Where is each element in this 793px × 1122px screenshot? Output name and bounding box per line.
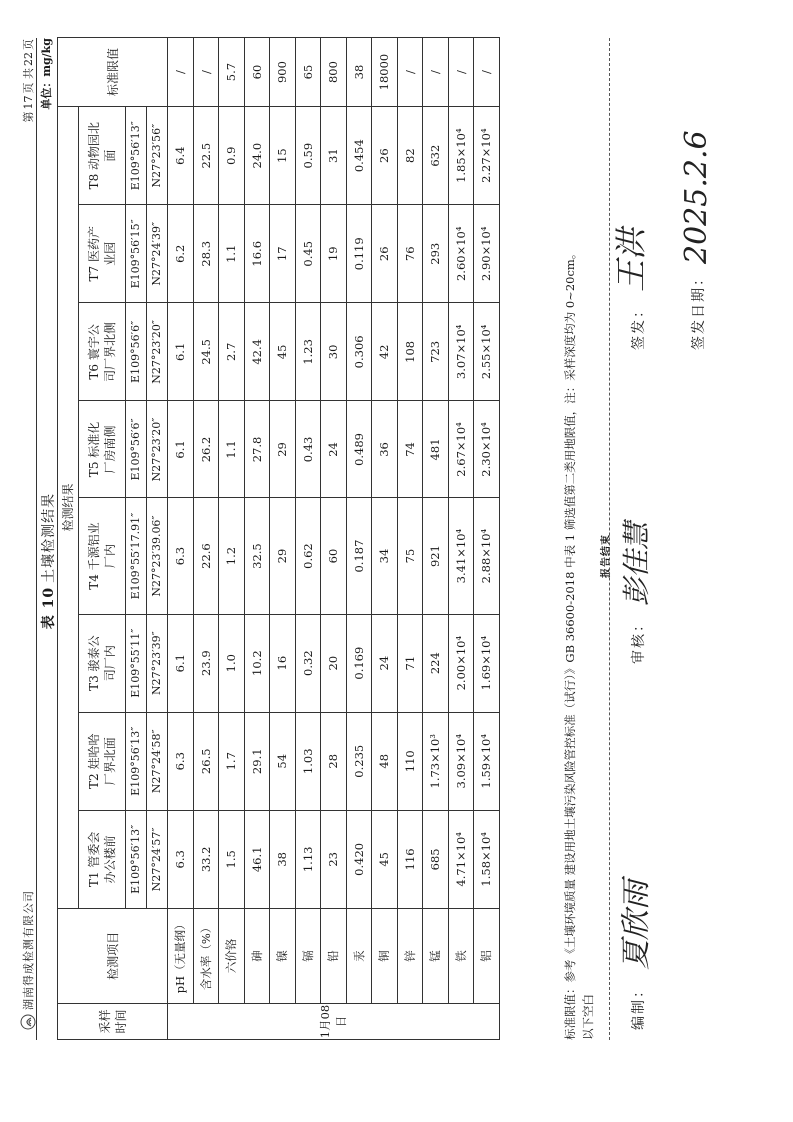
value-cell: 29.1	[244, 712, 270, 810]
value-cell: 16	[270, 614, 296, 712]
value-cell: 17	[270, 205, 296, 303]
table-title	[38, 0, 58, 1122]
value-cell: 2.7	[219, 303, 245, 401]
value-cell: 23	[321, 810, 347, 908]
value-cell: 293	[423, 205, 449, 303]
value-cell: 29	[270, 401, 296, 498]
report-end-mark: 报告结束	[601, 534, 612, 578]
location-latitude: N27°23′20″	[147, 303, 168, 401]
location-name-line1: T6 寰宇公	[87, 324, 101, 380]
value-cell: 1.13	[295, 810, 321, 908]
header-item: 检测项目	[58, 908, 168, 1003]
value-cell: 24	[321, 401, 347, 498]
location-names-row	[79, 38, 126, 1040]
value-cell: 54	[270, 712, 296, 810]
value-cell: 42	[372, 303, 398, 401]
table-row	[448, 38, 474, 1040]
value-cell: 0.306	[346, 303, 372, 401]
value-cell: 0.420	[346, 810, 372, 908]
value-cell: 3.09×10⁴	[448, 712, 474, 810]
value-cell: 1.03	[295, 712, 321, 810]
value-cell: 46.1	[244, 810, 270, 908]
value-cell: 6.2	[168, 205, 194, 303]
value-cell: 2.00×10⁴	[448, 614, 474, 712]
location-name-line2: 司厂界北侧	[103, 321, 117, 382]
location-name-line2: 厂界北面	[103, 737, 117, 786]
value-cell: 1.7	[219, 712, 245, 810]
value-cell: 1.5	[219, 810, 245, 908]
value-cell: 2.55×10⁴	[474, 303, 500, 401]
value-cell: 0.32	[295, 614, 321, 712]
table-row	[474, 38, 500, 1040]
limit-cell: /	[448, 38, 474, 107]
location-latitude: N27°24′57″	[147, 810, 168, 908]
location-longitude: E109°56′6″	[126, 303, 147, 401]
value-cell: 2.27×10⁴	[474, 107, 500, 205]
limit-cell: 38	[346, 38, 372, 107]
value-cell: 34	[372, 498, 398, 614]
location-longitude: E109°55′11″	[126, 614, 147, 712]
issue-date-label: 签发日期：	[691, 270, 707, 350]
location-header	[79, 401, 126, 498]
location-longitude: E109°56′13″	[126, 810, 147, 908]
value-cell: 4.71×10⁴	[448, 810, 474, 908]
value-cell: 2.60×10⁴	[448, 205, 474, 303]
location-longitude-row	[126, 38, 147, 1040]
table-row	[193, 38, 219, 1040]
value-cell: 1.85×10⁴	[448, 107, 474, 205]
location-name-line1: T7 医药产	[87, 226, 101, 282]
signer-signature	[604, 176, 654, 296]
location-name-line2: 业园	[103, 241, 117, 266]
page-number: 第17页 共22页	[22, 39, 35, 123]
compiler-signature-text: 夏欣雨	[619, 880, 654, 970]
item-name-cell: 砷	[244, 908, 270, 1003]
value-cell: 76	[397, 205, 423, 303]
company-logo	[20, 890, 36, 1030]
location-header	[79, 498, 126, 614]
value-cell: 22.5	[193, 107, 219, 205]
location-name-line1: T8 动物园北	[87, 121, 101, 190]
value-cell: 0.187	[346, 498, 372, 614]
value-cell: 1.1	[219, 401, 245, 498]
table-row	[270, 38, 296, 1040]
item-name-cell: 锌	[397, 908, 423, 1003]
value-cell: 3.07×10⁴	[448, 303, 474, 401]
table-row	[423, 38, 449, 1040]
location-latitude: N27°23′56″	[147, 107, 168, 205]
value-cell: 1.1	[219, 205, 245, 303]
item-name-cell: 铅	[321, 908, 347, 1003]
item-name-cell: 镉	[295, 908, 321, 1003]
reviewer-signature	[612, 490, 656, 610]
header-limit: 标准限值	[58, 38, 168, 107]
value-cell: 15	[270, 107, 296, 205]
value-cell: 0.45	[295, 205, 321, 303]
location-latitude: N27°23′39.06″	[147, 498, 168, 614]
location-name-line2: 面	[103, 149, 117, 162]
limit-cell: /	[474, 38, 500, 107]
value-cell: 6.1	[168, 303, 194, 401]
header-sampling-time: 采样时间	[58, 1003, 168, 1039]
limit-cell: /	[168, 38, 194, 107]
table-body	[168, 38, 500, 1040]
reviewer-label: 审核：	[631, 616, 647, 664]
location-latitude: N27°23′39″	[147, 614, 168, 712]
value-cell: 45	[372, 810, 398, 908]
location-name-line2: 厂内	[103, 544, 117, 569]
value-cell: 30	[321, 303, 347, 401]
value-cell: 26	[372, 107, 398, 205]
value-cell: 33.2	[193, 810, 219, 908]
signer-signature-text: 王洪	[612, 227, 650, 292]
value-cell: 6.1	[168, 401, 194, 498]
header-divider	[36, 38, 37, 1040]
item-name-cell: 锰	[423, 908, 449, 1003]
value-cell: 28.3	[193, 205, 219, 303]
value-cell: 82	[397, 107, 423, 205]
value-cell: 27.8	[244, 401, 270, 498]
value-cell: 116	[397, 810, 423, 908]
value-cell: 45	[270, 303, 296, 401]
value-cell: 6.4	[168, 107, 194, 205]
item-name-cell: 铝	[474, 908, 500, 1003]
value-cell: 1.69×10⁴	[474, 614, 500, 712]
value-cell: 0.59	[295, 107, 321, 205]
table-row	[244, 38, 270, 1040]
value-cell: 26.2	[193, 401, 219, 498]
value-cell: 26	[372, 205, 398, 303]
location-header	[79, 107, 126, 205]
table-row	[372, 38, 398, 1040]
location-longitude: E109°56′13″	[126, 712, 147, 810]
table-row	[219, 38, 245, 1040]
value-cell: 1.73×10³	[423, 712, 449, 810]
location-header	[79, 205, 126, 303]
blank-note: 以下空白	[581, 994, 595, 1040]
signer-label: 签发：	[631, 302, 647, 350]
value-cell: 42.4	[244, 303, 270, 401]
location-latitude-row	[147, 38, 168, 1040]
limit-cell: 900	[270, 38, 296, 107]
location-name-line2: 厂房南侧	[103, 425, 117, 474]
value-cell: 2.30×10⁴	[474, 401, 500, 498]
location-name-line1: T4 千源铝业	[87, 522, 101, 590]
location-name-line2: 办公楼前	[103, 835, 117, 884]
limit-cell: 18000	[372, 38, 398, 107]
value-cell: 6.1	[168, 614, 194, 712]
value-cell: 20	[321, 614, 347, 712]
value-cell: 10.2	[244, 614, 270, 712]
value-cell: 6.3	[168, 810, 194, 908]
value-cell: 24	[372, 614, 398, 712]
limit-cell: 65	[295, 38, 321, 107]
value-cell: 31	[321, 107, 347, 205]
value-cell: 38	[270, 810, 296, 908]
limit-cell: /	[423, 38, 449, 107]
value-cell: 0.62	[295, 498, 321, 614]
limit-cell: 60	[244, 38, 270, 107]
item-name-cell: pH（无量纲）	[168, 908, 194, 1003]
value-cell: 24.0	[244, 107, 270, 205]
value-cell: 1.58×10⁴	[474, 810, 500, 908]
item-name-cell: 汞	[346, 908, 372, 1003]
value-cell: 0.235	[346, 712, 372, 810]
soil-results-table	[57, 37, 500, 1040]
value-cell: 74	[397, 401, 423, 498]
value-cell: 481	[423, 401, 449, 498]
table-row	[295, 38, 321, 1040]
value-cell: 75	[397, 498, 423, 614]
location-name-line1: T1 管委会	[87, 831, 101, 888]
value-cell: 2.90×10⁴	[474, 205, 500, 303]
table-row	[397, 38, 423, 1040]
value-cell: 2.67×10⁴	[448, 401, 474, 498]
location-longitude: E109°56′6″	[126, 401, 147, 498]
value-cell: 723	[423, 303, 449, 401]
value-cell: 6.3	[168, 712, 194, 810]
issue-date-handwritten	[668, 88, 718, 268]
location-name-line1: T3 骏泰公	[87, 635, 101, 691]
header-results: 检测结果	[58, 107, 79, 909]
location-latitude: N27°24′58″	[147, 712, 168, 810]
value-cell: 110	[397, 712, 423, 810]
sampling-date-cell: 1月08日	[168, 1003, 500, 1039]
value-cell: 0.454	[346, 107, 372, 205]
unit-label: 单位：mg/kg	[40, 38, 53, 110]
value-cell: 28	[321, 712, 347, 810]
value-cell: 1.59×10⁴	[474, 712, 500, 810]
value-cell: 0.489	[346, 401, 372, 498]
location-header	[79, 303, 126, 401]
value-cell: 19	[321, 205, 347, 303]
value-cell: 224	[423, 614, 449, 712]
location-latitude: N27°24′39″	[147, 205, 168, 303]
value-cell: 0.43	[295, 401, 321, 498]
item-name-cell: 含水率（%）	[193, 908, 219, 1003]
location-longitude: E109°56′13″	[126, 107, 147, 205]
location-name-line1: T5 标准化	[87, 421, 101, 478]
location-name-line2: 司厂内	[103, 645, 117, 682]
value-cell: 22.6	[193, 498, 219, 614]
value-cell: 48	[372, 712, 398, 810]
value-cell: 108	[397, 303, 423, 401]
location-longitude: E109°55′17.91″	[126, 498, 147, 614]
item-name-cell: 镍	[270, 908, 296, 1003]
table-number: 表 10	[41, 586, 57, 630]
location-name-line1: T2 娃哈哈	[87, 733, 101, 789]
standard-footnote: 标准限值：参考《土壤环境质量 建设用地土壤污染风险管控标准（试行）》GB 36600-2018 中表 1 筛选值第二类用地限值，注：采样深度均为 0~20cm。	[563, 247, 577, 1040]
reviewer-signature-text: 彭佳慧	[620, 521, 653, 606]
value-cell: 0.119	[346, 205, 372, 303]
value-cell: 29	[270, 498, 296, 614]
company-name: 湖南得成检测有限公司	[22, 890, 35, 1010]
value-cell: 0.9	[219, 107, 245, 205]
value-cell: 1.0	[219, 614, 245, 712]
value-cell: 24.5	[193, 303, 219, 401]
table-row	[321, 38, 347, 1040]
value-cell: 60	[321, 498, 347, 614]
location-header	[79, 614, 126, 712]
location-header	[79, 810, 126, 908]
compiler-label: 编制：	[631, 982, 647, 1030]
value-cell: 0.169	[346, 614, 372, 712]
issue-date-text: 2025.2.6	[679, 130, 714, 264]
limit-cell: 800	[321, 38, 347, 107]
value-cell: 1.23	[295, 303, 321, 401]
value-cell: 685	[423, 810, 449, 908]
value-cell: 16.6	[244, 205, 270, 303]
item-name-cell: 铜	[372, 908, 398, 1003]
location-latitude: N27°23′20″	[147, 401, 168, 498]
table-row	[346, 38, 372, 1040]
location-header	[79, 712, 126, 810]
value-cell: 921	[423, 498, 449, 614]
limit-cell: 5.7	[219, 38, 245, 107]
value-cell: 32.5	[244, 498, 270, 614]
value-cell: 71	[397, 614, 423, 712]
compiler-signature	[612, 854, 656, 974]
value-cell: 1.2	[219, 498, 245, 614]
item-name-cell: 六价铬	[219, 908, 245, 1003]
value-cell: 3.41×10⁴	[448, 498, 474, 614]
value-cell: 23.9	[193, 614, 219, 712]
value-cell: 26.5	[193, 712, 219, 810]
limit-cell: /	[397, 38, 423, 107]
value-cell: 2.88×10⁴	[474, 498, 500, 614]
item-name-cell: 铁	[448, 908, 474, 1003]
value-cell: 6.3	[168, 498, 194, 614]
location-longitude: E109°56′15″	[126, 205, 147, 303]
limit-cell: /	[193, 38, 219, 107]
value-cell: 36	[372, 401, 398, 498]
value-cell: 632	[423, 107, 449, 205]
table-title-text: 土壤检测结果	[41, 492, 57, 583]
table-row	[168, 38, 194, 1040]
company-logo-icon	[20, 1014, 36, 1030]
